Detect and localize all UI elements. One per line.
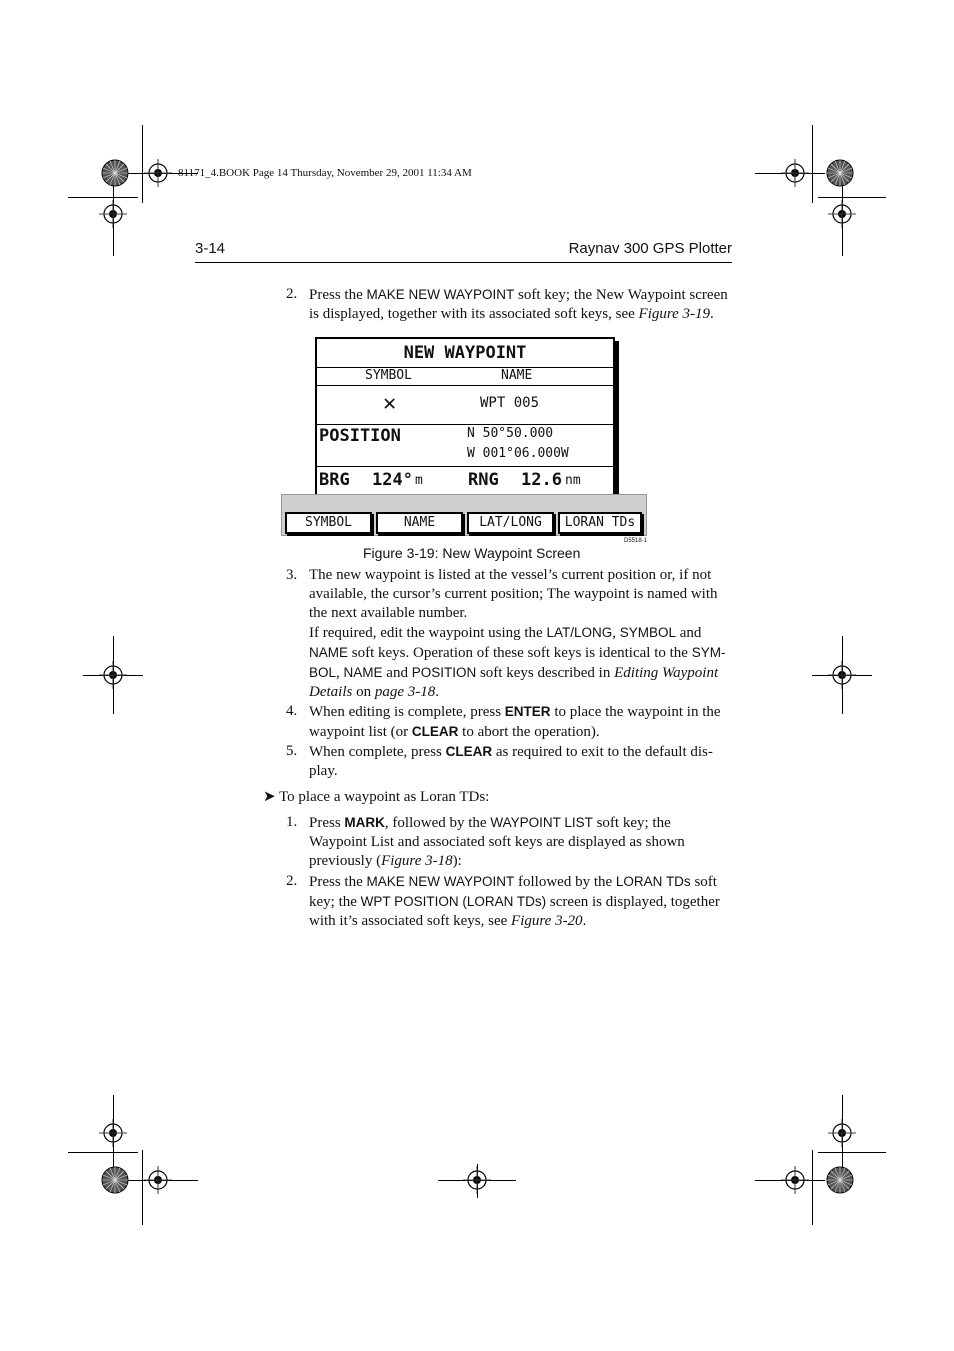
step-text: When editing is complete, press ENTER to place the waypoint in the waypoint list (or CLEAR to abort the operation).	[309, 704, 721, 740]
latitude: N 50°50.000	[467, 426, 554, 441]
arrow-icon: ➤	[263, 789, 276, 805]
screen-position-row	[317, 424, 613, 467]
procedure-heading	[263, 788, 733, 807]
step-2-loran	[286, 872, 732, 932]
step-number: 5.	[286, 743, 298, 759]
step-1-loran	[286, 813, 732, 873]
softkey-name[interactable]: NAME	[376, 512, 463, 534]
screen-title: NEW WAYPOINT	[317, 339, 613, 368]
screen-symbol-row	[317, 385, 613, 425]
bearing-value: 124°	[372, 470, 413, 490]
waypoint-symbol-icon: ✕	[383, 391, 397, 416]
new-waypoint-screen	[315, 337, 615, 496]
column-name: NAME	[501, 368, 533, 383]
header-rule	[195, 262, 732, 263]
procedure-heading-text: To place a waypoint as Loran TDs:	[279, 789, 490, 805]
step-text: Press MARK, followed by the WAYPOINT LIST soft key; the Waypoint List and associated soft keys are displayed as shown previously (Figure 3-18):	[309, 815, 685, 869]
screen-bearing-range-row	[317, 466, 613, 494]
step-number: 4.	[286, 703, 298, 719]
column-symbol: SYMBOL	[365, 368, 412, 383]
waypoint-name: WPT 005	[480, 395, 540, 411]
screen-column-headers	[317, 367, 613, 386]
step-2-new-waypoint	[286, 285, 732, 325]
softkey-bar	[281, 494, 647, 536]
step-text: The new waypoint is listed at the vessel’s current position or, if not available, the cursor’s current position; The waypoint is named with the next available number. If required, edit the waypoint using the LAT/LONG, SYMBOL and NAME soft keys. Operation of these soft keys is identical to the SYM-BOL, NAME and POSITION soft keys described in Editing Waypoint Details on page 3-18.	[309, 567, 726, 700]
bearing-unit: m	[415, 473, 423, 488]
figure-code: D5518-1	[624, 538, 648, 544]
range-value: 12.6	[521, 470, 562, 490]
softkey-loran-tds[interactable]: LORAN TDs	[558, 512, 642, 534]
step-number: 1.	[286, 814, 298, 830]
position-label: POSITION	[319, 426, 401, 446]
step-number: 2.	[286, 286, 298, 302]
step-text: Press the MAKE NEW WAYPOINT soft key; the New Waypoint screen is displayed, together with its associated soft keys, see Figure 3-19.	[309, 287, 728, 322]
longitude: W 001°06.000W	[467, 446, 569, 461]
figure-caption: Figure 3-19: New Waypoint Screen	[363, 545, 581, 561]
range-label: RNG	[468, 470, 499, 490]
bearing-label: BRG	[319, 470, 350, 490]
softkey-symbol[interactable]: SYMBOL	[285, 512, 372, 534]
step-number: 2.	[286, 873, 298, 889]
softkey-lat-long[interactable]: LAT/LONG	[467, 512, 554, 534]
step-text: Press the MAKE NEW WAYPOINT followed by the LORAN TDs soft key; the WPT POSITION (LORAN TDs) screen is displayed, together with it’s associated soft keys, see Figure 3-20.	[309, 874, 720, 929]
range-unit: nm	[565, 473, 581, 488]
step-text: When complete, press CLEAR as required to exit to the default dis-play.	[309, 744, 713, 779]
book-info: 81171_4.BOOK Page 14 Thursday, November 29, 2001 11:34 AM	[178, 167, 472, 179]
page-title: Raynav 300 GPS Plotter	[568, 240, 732, 257]
page-number: 3-14	[195, 240, 226, 257]
step-number: 3.	[286, 567, 298, 583]
step-5	[286, 742, 732, 782]
step-4	[286, 702, 732, 742]
step-3	[286, 566, 732, 701]
